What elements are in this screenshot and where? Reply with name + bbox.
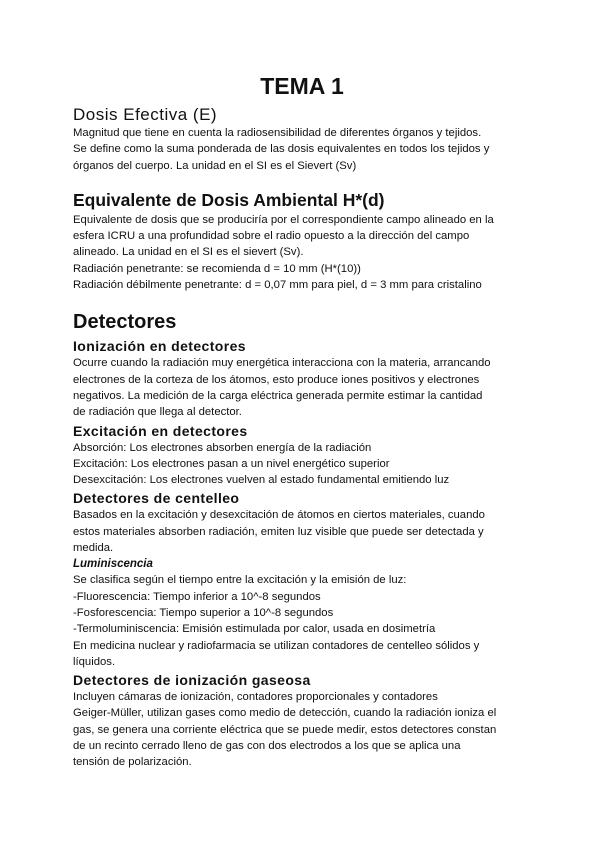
text-line: alineado. La unidad en el SI es el sievert (Sv). xyxy=(73,246,304,259)
text-line: Absorción: Los electrones absorben energía de la radiación xyxy=(73,441,372,454)
document-title: TEMA 1 xyxy=(260,73,344,99)
text-line: Se clasifica según el tiempo entre la excitación y la emisión de luz: xyxy=(73,574,407,587)
centelleo-paragraph xyxy=(73,507,531,556)
text-line: medida. xyxy=(73,542,114,555)
text-line: Radiación débilmente penetrante: d = 0,07 mm para piel, d = 3 mm para cristalino xyxy=(73,279,482,292)
text-line: negativos. La medición de la carga eléctrica generada permite estimar la cantidad xyxy=(73,389,483,402)
section-detectores xyxy=(73,309,531,770)
section-dosis-efectiva xyxy=(73,104,531,174)
text-line: Equivalente de dosis que se produciría por el correspondiente campo alineado en la xyxy=(73,213,494,226)
luminiscencia-heading: Luminiscencia xyxy=(73,558,153,571)
excitacion-heading: Excitación en detectores xyxy=(73,422,248,439)
text-line: Magnitud que tiene en cuenta la radiosensibilidad de diferentes órganos y tejidos. xyxy=(73,127,482,139)
text-line: Excitación: Los electrones pasan a un nivel energético superior xyxy=(73,457,390,470)
text-line: Se define como la suma ponderada de las dosis equivalentes en todos los tejidos y xyxy=(73,143,490,156)
text-line: órganos del cuerpo. La unidad en el SI es el Sievert (Sv) xyxy=(73,159,357,172)
text-line: -Termoluminiscencia: Emisión estimulada por calor, usada en dosimetría xyxy=(73,623,436,636)
dosis-efectiva-heading: Dosis Efectiva (E) xyxy=(73,105,218,124)
equivalente-dosis-heading: Equivalente de Dosis Ambiental H*(d) xyxy=(73,189,385,210)
text-line: -Fosforescencia: Tiempo superior a 10^-8 segundos xyxy=(73,606,334,619)
text-line: Geiger-Müller, utilizan gases como medio de detección, cuando la radiación ioniza el xyxy=(73,707,497,720)
text-line: estos materiales absorben radiación, emiten luz visible que puede ser detectada y xyxy=(73,525,484,538)
text-line: -Fluorescencia: Tiempo inferior a 10^-8 segundos xyxy=(73,590,321,603)
centelleo-heading: Detectores de centelleo xyxy=(73,490,240,507)
dosis-efectiva-paragraph xyxy=(73,125,531,174)
text-line: En medicina nuclear y radiofarmacia se utilizan contadores de centelleo sólidos y xyxy=(73,639,480,652)
ionizacion-heading: Ionización en detectores xyxy=(73,338,246,355)
equivalente-dosis-paragraph xyxy=(73,212,531,293)
document-page xyxy=(73,72,531,771)
ionizacion-paragraph xyxy=(73,355,531,420)
text-line: de radiación que llega al detector. xyxy=(73,406,242,419)
text-line: Ocurre cuando la radiación muy energética interacciona con la materia, arrancando xyxy=(73,357,491,370)
luminiscencia-paragraph xyxy=(73,572,531,670)
excitacion-paragraph xyxy=(73,440,531,489)
text-line: Desexcitación: Los electrones vuelven al estado fundamental emitiendo luz xyxy=(73,474,450,487)
text-line: tensión de polarización. xyxy=(73,756,192,769)
gaseosa-heading: Detectores de ionización gaseosa xyxy=(73,672,311,689)
text-line: electrones de la corteza de los átomos, esto produce iones positivos y electrones xyxy=(73,373,480,386)
detectores-heading: Detectores xyxy=(73,311,177,334)
text-line: Radiación penetrante: se recomienda d = 10 mm (H*(10)) xyxy=(73,262,361,275)
text-line: gas, se genera una corriente eléctrica que se puede medir, estos detectores constan xyxy=(73,723,497,736)
text-line: Incluyen cámaras de ionización, contadores proporcionales y contadores xyxy=(73,691,438,704)
section-equivalente-dosis xyxy=(73,189,531,293)
text-line: esfera ICRU a una profundidad sobre el radio opuesto a la dirección del campo xyxy=(73,230,470,243)
text-line: de un recinto cerrado lleno de gas con dos electrodos a los que se aplica una xyxy=(73,740,461,753)
gaseosa-paragraph xyxy=(73,689,531,770)
text-line: líquidos. xyxy=(73,655,116,668)
text-line: Basados en la excitación y desexcitación de átomos en ciertos materiales, cuando xyxy=(73,509,485,522)
